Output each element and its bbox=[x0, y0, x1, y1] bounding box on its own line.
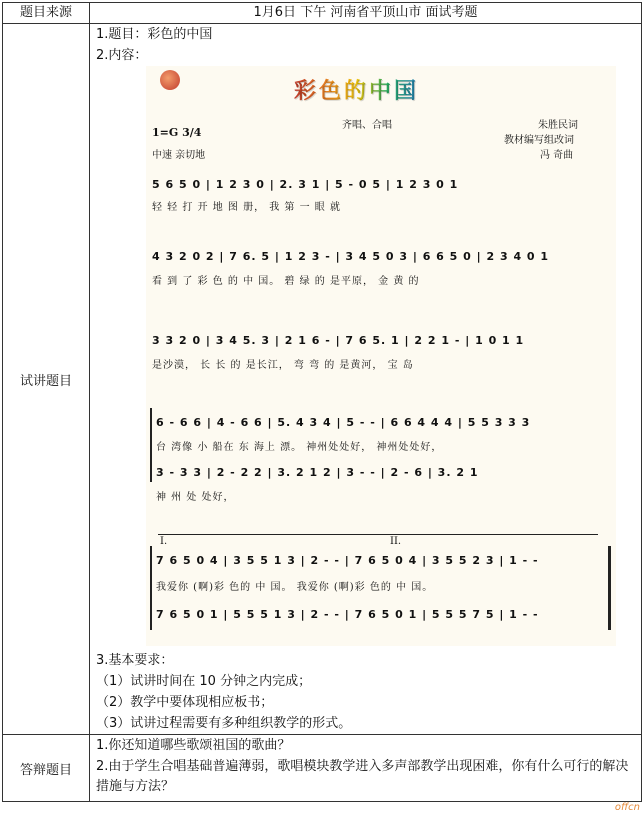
key: 1=G bbox=[152, 126, 179, 139]
header-row bbox=[3, 3, 642, 24]
music-icon bbox=[160, 70, 180, 90]
notes-row-3: 3 3 2 0 | 3 4 5. 3 | 2 1 6 - | 7 6 5. 1 | 2 2 1 - | 1 0 1 1 bbox=[152, 334, 525, 347]
notes-row-6: 7 6 5 0 4 | 3 5 5 1 3 | 2 - - | 7 6 5 0 4 | 3 5 5 2 3 | 1 - - bbox=[156, 554, 539, 567]
lecture-row bbox=[3, 24, 642, 735]
requirements-title: 3.基本要求： bbox=[96, 653, 174, 668]
system-brace-2 bbox=[150, 546, 152, 630]
exam-table bbox=[2, 2, 642, 802]
tempo-label: 中速 亲切地 bbox=[152, 150, 206, 161]
notes-row-4: 6 - 6 6 | 4 - 6 6 | 5. 4 3 4 | 5 - - | 6 6 4 4 4 | 5 5 3 3 3 bbox=[156, 416, 531, 429]
defense-question-2: 2.由于学生合唱基础普遍薄弱，歌唱模块教学进入多声部教学出现困难，你有什么可行的解决措施与方法？ bbox=[96, 759, 629, 794]
defense-row bbox=[3, 735, 642, 802]
lyricist: 朱胜民词 bbox=[538, 120, 578, 131]
song-title: 彩色的中国 bbox=[294, 74, 419, 105]
lecture-topic: 1.题目：彩色的中国 bbox=[96, 27, 213, 42]
system-brace-1 bbox=[150, 408, 152, 482]
volta-1: I. bbox=[160, 536, 168, 547]
style-label: 齐唱、合唱 bbox=[342, 120, 392, 131]
defense-label: 答辩题目 bbox=[3, 735, 90, 802]
source-value: 1月6日 下午 河南省平顶山市 面试考题 bbox=[90, 3, 642, 24]
notes-row-7: 7 6 5 0 1 | 5 5 5 1 3 | 2 - - | 7 6 5 0 1 | 5 5 5 7 5 | 1 - - bbox=[156, 608, 539, 621]
notes-row-2: 4 3 2 0 2 | 7 6. 5 | 1 2 3 - | 3 4 5 0 3 | 6 6 5 0 | 2 3 4 0 1 bbox=[152, 250, 550, 263]
source-label: 题目来源 bbox=[3, 3, 90, 24]
requirement-1: （1）试讲时间在 10 分钟之内完成； bbox=[96, 674, 312, 689]
notes-row-5: 3 - 3 3 | 2 - 2 2 | 3. 2 1 2 | 3 - - | 2 - 6 | 3. 2 1 bbox=[156, 466, 479, 479]
lyrics-row-3: 是沙漠， 长 长 的 是长江， 弯 弯 的 是黄河， 宝 岛 bbox=[152, 360, 414, 371]
music-score bbox=[146, 66, 616, 646]
lecture-content bbox=[90, 24, 642, 735]
lyrics-row-6: 我爱你 (啊)彩 色的 中 国。 我爱你 (啊)彩 色的 中 国。 bbox=[156, 582, 434, 593]
requirement-2: （2）教学中要体现相应板书； bbox=[96, 695, 274, 710]
time-signature: 3/4 bbox=[182, 126, 202, 139]
lyrics-row-4: 台 湾像 小 船在 东 海上 漂。 神州处处好， 神州处处好， bbox=[156, 442, 443, 453]
content-label: 2.内容： bbox=[96, 48, 148, 63]
composer: 冯 奇曲 bbox=[540, 150, 574, 161]
lyrics-row-5: 神 州 处 处好， bbox=[156, 492, 235, 503]
final-barline bbox=[608, 546, 611, 630]
key-signature bbox=[152, 126, 201, 139]
defense-question-1: 1.你还知道哪些歌颂祖国的歌曲？ bbox=[96, 738, 291, 753]
volta-2: II. bbox=[390, 536, 402, 547]
editor: 教材编写组改词 bbox=[504, 135, 574, 146]
lecture-label: 试讲题目 bbox=[3, 24, 90, 735]
defense-content bbox=[90, 735, 642, 802]
lyrics-row-2: 看 到 了 彩 色 的 中 国。 碧 绿 的 是平原， 金 黄 的 bbox=[152, 276, 420, 287]
lyrics-row-1: 轻 轻 打 开 地 图 册， 我 第 一 眼 就 bbox=[152, 202, 341, 213]
requirement-3: （3）试讲过程需要有多种组织教学的形式。 bbox=[96, 716, 352, 731]
notes-row-1: 5 6 5 0 | 1 2 3 0 | 2. 3 1 | 5 - 0 5 | 1 2 3 0 1 bbox=[152, 178, 459, 191]
volta-line bbox=[158, 534, 598, 535]
watermark: offcn bbox=[614, 802, 640, 813]
